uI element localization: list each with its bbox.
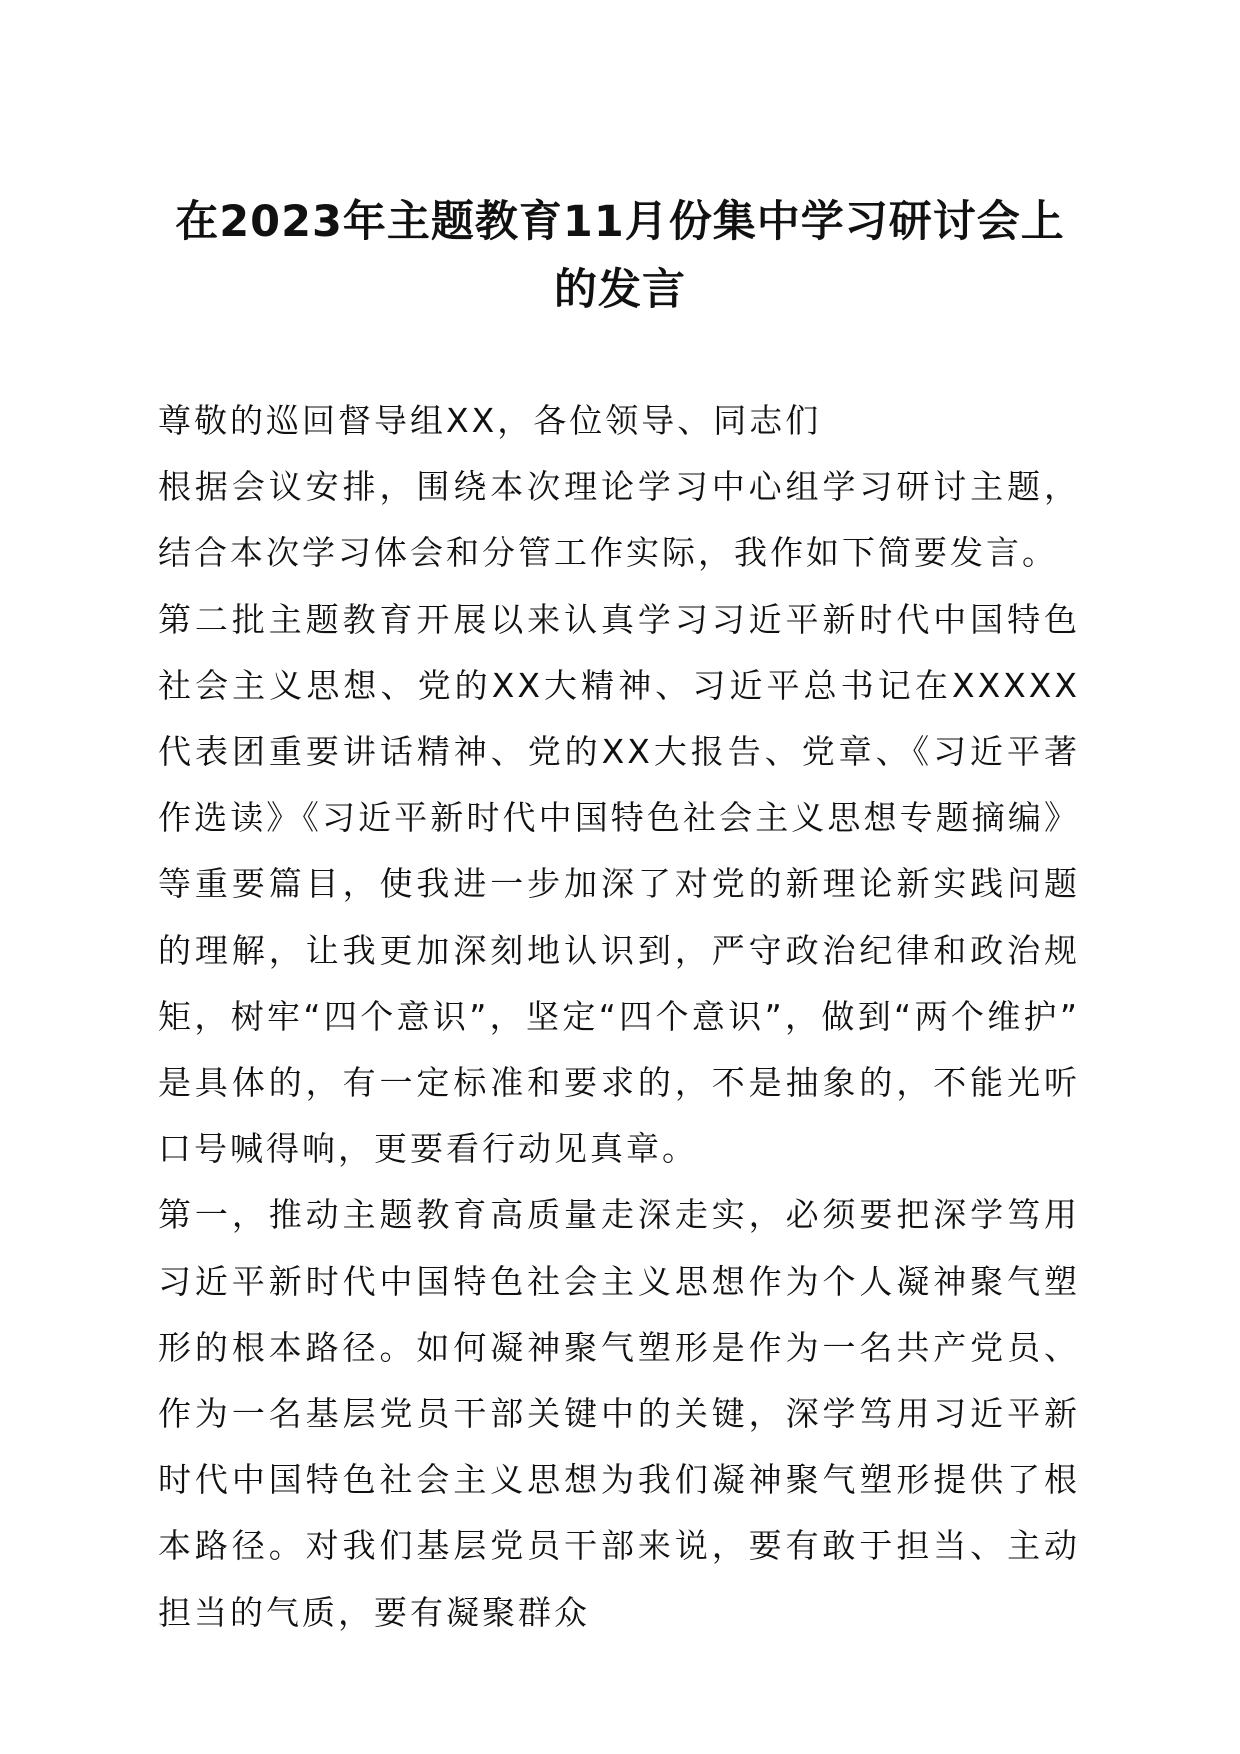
intro-paragraph: 根据会议安排，围绕本次理论学习中心组学习研讨主题，结合本次学习体会和分管工作实际，我作如下简要发言。: [158, 467, 1080, 573]
title-line-2: 的发言: [554, 265, 686, 315]
title-line-1: 在2023年主题教育11月份集中学习研讨会上: [175, 197, 1065, 247]
salutation-paragraph: 尊敬的巡回督导组XX，各位领导、同志们: [158, 401, 822, 440]
study-summary-paragraph: 第二批主题教育开展以来认真学习习近平新时代中国特色社会主义思想、党的XX大精神、习近平总书记在XXXXX代表团重要讲话精神、党的XX大报告、党章、《习近平著作选读》《习近平新时代中国特色社会主义思想专题摘编》等重要篇目，使我进一步加深了对党的新理论新实践问题的理解，让我更加深刻地认识到，严守政治纪律和政治规矩，树牢“四个意识”，坚定“四个意识”，做到“两个维护”是具体的，有一定标准和要求的，不是抽象的，不能光听口号喊得响，更要看行动见真章。: [158, 599, 1080, 1169]
point-one-paragraph: 第一，推动主题教育高质量走深走实，必须要把深学笃用习近平新时代中国特色社会主义思想作为个人凝神聚气塑形的根本路径。如何凝神聚气塑形是作为一名共产党员、作为一名基层党员干部关键中的关键，深学笃用习近平新时代中国特色社会主义思想为我们凝神聚气塑形提供了根本路径。对我们基层党员干部来说，要有敢于担当、主动担当的气质，要有凝聚群众: [158, 1195, 1080, 1632]
document-title: [150, 188, 1090, 324]
document-body: [158, 388, 1080, 1646]
